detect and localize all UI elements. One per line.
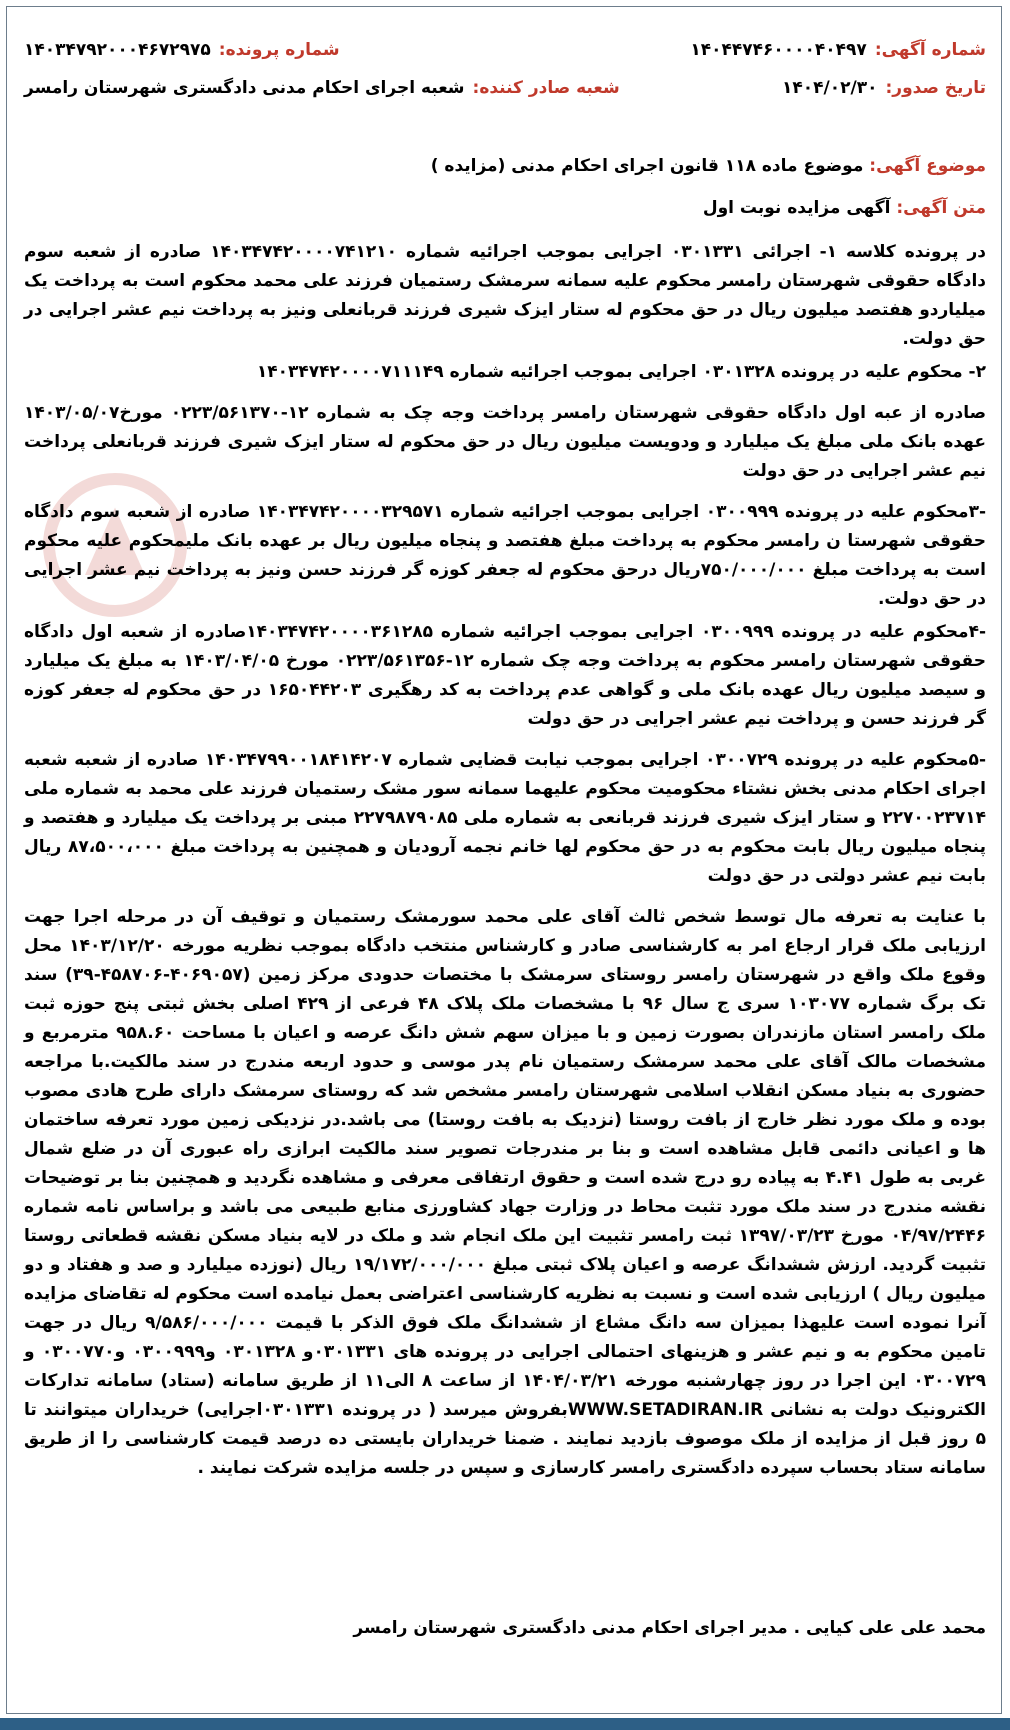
case-number-value: ۱۴۰۳۴۷۹۲۰۰۰۴۶۷۲۹۷۵ <box>24 40 211 60</box>
paragraph-4: -۳محکوم علیه در پرونده ۰۳۰۰۹۹۹ اجرایی بموجب اجرائیه شماره ۱۴۰۳۴۷۴۲۰۰۰۰۳۲۹۵۷۱ صادره از شعبه سوم دادگاه حقوقی شهرستا ن رامسر محکوم به پرداخت مبلغ هفتصد و پنجاه میلیون ریال بر عهده بانک ملیمحکوم علیه محکوم است به پرداخت مبلغ ۷۵۰/۰۰۰/۰۰۰ریال درحق محکوم له جعفر کوزه گر فرزند حسن ونیز به پرداخت نیم عشر اجرایی در حق دولت. <box>24 502 987 609</box>
paragraph-5: -۴محکوم علیه در پرونده ۰۳۰۰۹۹۹ اجرایی بموجب اجرائیه شماره ۱۴۰۳۴۷۴۲۰۰۰۰۳۶۱۲۸۵صادره از شعبه اول دادگاه حقوقی شهرستان رامسر محکوم به پرداخت وجه چک شماره ۱۲-۰۲۲۳/۵۶۱۳۵۶ مورخ ۱۴۰۳/۰۴/۰۵ به مبلغ یک میلیارد و سیصد میلیون ریال عهده بانک ملی و گواهی عدم پرداخت به کد رهگیری ۱۶۵۰۴۴۲۰۳ در حق محکوم له جعفر کوزه گر فرزند حسن و پرداخت نیم عشر اجرایی در حق دولت <box>24 622 987 729</box>
issue-date-value: ۱۴۰۴/۰۲/۳۰ <box>782 78 878 98</box>
paragraph-2: ۲- محکوم علیه در پرونده ۰۳۰۱۳۲۸ اجرایی بموجب اجرائیه شماره ۱۴۰۳۴۷۴۲۰۰۰۰۷۱۱۱۴۹ <box>256 362 986 382</box>
paragraph-3: صادره از عبه اول دادگاه حقوقی شهرستان رامسر پرداخت وجه چک به شماره ۱۲-۰۲۲۳/۵۶۱۳۷۰ مورخ۱۴۰۳/۰۵/۰۷ عهده بانک ملی مبلغ یک میلیارد و ودویست میلیون ریال در حق محکوم له ستار ایزک شیری فرزند قربانعلی پرداخت نیم عشر اجرایی در حق دولت <box>24 403 986 481</box>
paragraph-7-tail: بفروش میرسد ( در پرونده ۰۳۰۱۳۳۱اجرایی) خریداران میتوانند تا ۵ روز قبل از مزایده از ملک موصوف بازدید نمایند . ضمنا خریداران بایستی ده درصد قیمت کارشناسی را از طریق سامانه ستاد بحساب سپرده دادگستری رامسر کارسازی و سپس در جلسه مزایده شرکت نمایند . <box>24 1400 986 1478</box>
issuing-branch-value: شعبه اجرای احکام مدنی دادگستری شهرستان رامسر <box>24 78 465 98</box>
paragraph-6: -۵محکوم علیه در پرونده ۰۳۰۰۷۲۹ اجرایی بموجب نیابت قضایی شماره ۱۴۰۳۴۷۹۹۰۰۱۸۴۱۴۲۰۷ صادره از شعبه شعبه اجرای احکام مدنی بخش نشتاء محکومیت محکوم علیهما سمانه سور مشک رستمیان فرزند علی محمد به شماره ملی ۲۲۷۰۰۲۳۷۱۴ و ستار ایزک شیری فرزند قربانعی به شماره ملی ۲۲۷۹۸۷۹۰۸۵ مبنی بر پرداخت یک میلیارد و هفتصد و پنجاه میلیون ریال بابت محکوم به در حق محکوم لها خانم نجمه آرودیان و همچنین به پرداخت مبلغ ۸۷،۵۰۰،۰۰۰ ریال بابت نیم عشر دولتی در حق دولت <box>24 750 987 886</box>
paragraph-7-text: با عنایت به تعرفه مال توسط شخص ثالث آقای علی محمد سورمشک رستمیان و توقیف آن در مرحله اجرا جهت ارزیابی ملک قرار ارجاع امر به کارشناسی صادر و کارشناس منتخب دادگاه بموجب نظریه مورخه ۱۴۰۳/۱۲/۲۰ محل وقوع ملک واقع در شهرستان رامسر روستای سرمشک با مختصات حدودی مرکز زمین (۴۰۶۹۰۵۷-۴۵۸۷۰۶-۳۹) سند تک برگ شماره ۱۰۳۰۷۷ سری ج سال ۹۶ با مشخصات ملک پلاک ۴۸ فرعی از ۴۲۹ اصلی بخش ثبتی پنج حوزه ثبت ملک رامسر استان مازندران بصورت زمین و با میزان سهم شش دانگ عرصه و اعیان با مساحت ۹۵۸.۶۰ مترمربع و مشخصات مالک آقای علی محمد سرمشک رستمیان نام پدر موسی و حدود اربعه مندرج در سند مالکیت.با مراجعه حضوری به بنیاد مسکن انقلاب اسلامی شهرستان رامسر مشخص شد که روستای سرمشک دارای طرح هادی مصوب بوده و ملک مورد نظر خارج از بافت روستا (نزدیک به بافت روستا) می باشد.در نزدیکی زمین مورد تعرفه ساختمان ها و اعیانی دائمی قابل مشاهده است و بنا بر مندرجات تصویر سند مالکیت ابرازی راه عبوری آن در ضلع شمال غربی به طول ۴.۴۱ به پیاده رو درج شده است و حقوق ارتفاقی معرفی و مشاهده نگردید و همچنین بنا بر توضیحات نقشه مندرج در سند ملک مورد تثبت محاط در وزارت جهاد کشاورزی منابع طبیعی می باشد و براساس نامه شماره ۰۴/۹۷/۲۴۴۶ مورخ ۱۳۹۷/۰۳/۲۳ ثبت رامسر تثبیت این ملک انجام شد و ملک در لایه بنیاد مسکن نقشه قطعاتی روستا تثبیت گردید. ارزش ششدانگ عرصه و اعیان پلاک ثبتی مبلغ ۱۹/۱۷۲/۰۰۰/۰۰۰ ریال (نوزده میلیارد و صد و هفتاد و دو میلیون ریال ) ارزیابی شده است و نسبت به نظریه کارشناسی اعتراضی بعمل نیامده است محکوم له تقاضای مزایده آنرا نموده است علیهذا بمیزان سه دانگ مشاع از ششدانگ ملک فوق الذکر با قیمت ۹/۵۸۶/۰۰۰/۰۰۰ ریال در جهت تامین محکوم به و نیم عشر و هزینهای احتمالی اجرایی در پرونده های ۰۳۰۱۳۳۱و ۰۳۰۱۳۲۸ و۰۳۰۰۹۹۹ و۰۳۰۰۷۷۰ و ۰۳۰۰۷۲۹ این اجرا در روز چهارشنبه مورخه ۱۴۰۴/۰۳/۲۱ از ساعت ۸ الی۱۱ از طریق سامانه (ستاد) سامانه تدارکات الکترونیک دولت به نشانی <box>24 907 987 1420</box>
notice-header <box>24 40 986 116</box>
notice-number-value: ۱۴۰۴۴۷۴۶۰۰۰۰۴۰۴۹۷ <box>690 40 867 60</box>
paragraph-7 <box>24 903 986 1483</box>
bottom-bar <box>0 1718 1010 1730</box>
notice-text-heading: متن آگهی: آگهی مزایده نوبت اول <box>702 198 986 218</box>
website-link[interactable]: WWW.SETADIRAN.IR <box>567 1400 764 1420</box>
notice-subject: موضوع آگهی: موضوع ماده ۱۱۸ قانون اجرای احکام مدنی (مزایده ) <box>430 156 986 176</box>
paragraph-1: در پرونده کلاسه ۱- اجرائی ۰۳۰۱۳۳۱ اجرایی بموجب اجرائیه شماره ۱۴۰۳۴۷۴۲۰۰۰۰۷۴۱۲۱۰ صادره از شعبه سوم دادگاه حقوقی شهرستان رامسر محکوم علیه سمانه سرمشک رستمیان فرزند علی محمد محکوم است به پرداخت یک میلیاردو هفتصد میلیون ریال در حق محکوم له ستار ایزک شیری فرزند قربانعلی ونیز به پرداخت نیم عشر اجرایی در حق دولت. <box>24 242 986 349</box>
issuing-branch: شعبه صادر کننده: شعبه اجرای احکام مدنی دادگستری شهرستان رامسر <box>24 78 620 98</box>
notice-text-title: آگهی مزایده نوبت اول <box>702 198 891 218</box>
notice-number: شماره آگهی: ۱۴۰۴۴۷۴۶۰۰۰۰۴۰۴۹۷ <box>690 40 986 60</box>
notice-body <box>24 238 986 1487</box>
issue-date: تاریخ صدور: ۱۴۰۴/۰۲/۳۰ <box>782 78 986 98</box>
case-number: شماره پرونده: ۱۴۰۳۴۷۹۲۰۰۰۴۶۷۲۹۷۵ <box>24 40 340 60</box>
signature: محمد علی علی کیایی . مدیر اجرای احکام مدنی دادگستری شهرستان رامسر <box>353 1618 986 1638</box>
notice-subject-value: موضوع ماده ۱۱۸ قانون اجرای احکام مدنی (مزایده ) <box>430 156 864 176</box>
